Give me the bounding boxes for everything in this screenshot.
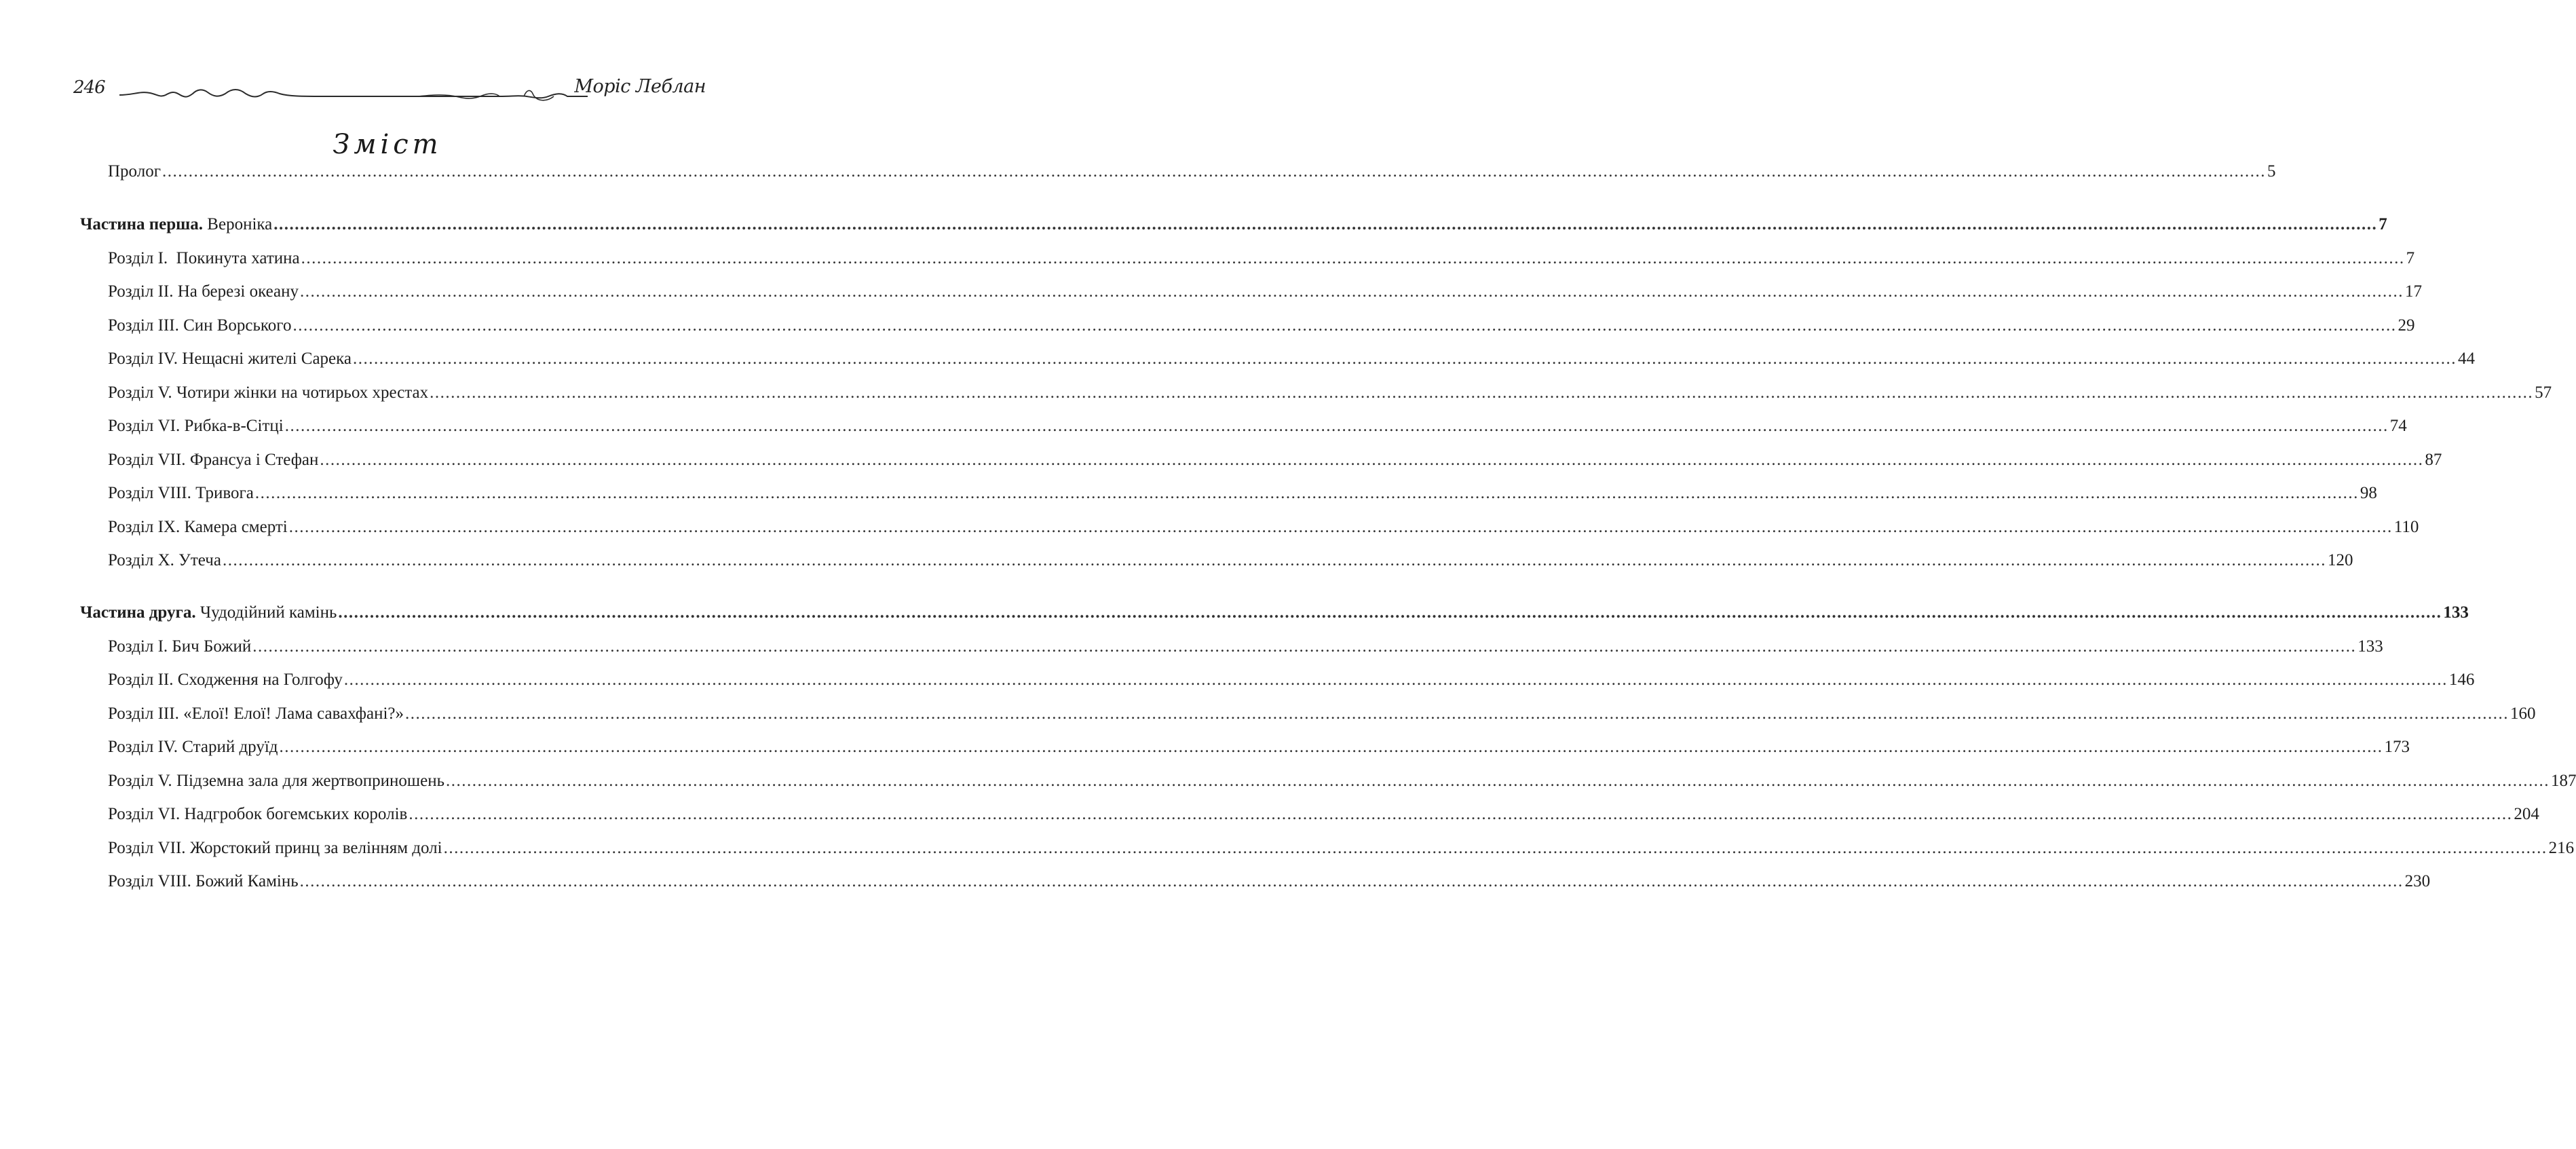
- entry-page-number: 7: [2379, 215, 2387, 233]
- part-label: Частина друга.: [80, 603, 196, 622]
- entry-title: [108, 483, 254, 504]
- dot-leader: ................................................................................................................................................................................................................................................................................................................................................................................................................: [288, 517, 2393, 536]
- dot-leader: ................................................................................................................................................................................................................................................................................................................................................................................................................: [409, 805, 2513, 823]
- dot-leader: ................................................................................................................................................................................................................................................................................................................................................................................................................: [443, 838, 2547, 857]
- chapter-label: Розділ V.: [108, 771, 172, 790]
- toc-chapter-entry[interactable]: [108, 349, 2476, 369]
- entry-title: [108, 316, 291, 336]
- entry-page-number: 5: [2267, 162, 2276, 181]
- toc-chapter-entry[interactable]: [108, 450, 2442, 470]
- dot-leader: ................................................................................................................................................................................................................................................................................................................................................................................................................: [343, 671, 2448, 689]
- dot-leader: ................................................................................................................................................................................................................................................................................................................................................................................................................: [300, 282, 2404, 301]
- entry-page-number: 133: [2443, 603, 2469, 622]
- entry-page-number: 160: [2510, 704, 2536, 723]
- chapter-label: Розділ III.: [108, 316, 179, 335]
- chapter-label: Розділ III.: [108, 704, 179, 723]
- part-label: Частина перша.: [80, 215, 204, 233]
- toc-chapter-entry[interactable]: [108, 383, 2552, 403]
- entry-title: [80, 603, 337, 623]
- dot-leader: ................................................................................................................................................................................................................................................................................................................................................................................................................: [320, 450, 2424, 469]
- chapter-title: Покинута хатина: [172, 248, 300, 267]
- chapter-title: Утеча: [178, 551, 221, 569]
- chapter-label: Розділ VII.: [108, 838, 186, 857]
- dot-leader: ................................................................................................................................................................................................................................................................................................................................................................................................................: [292, 316, 2397, 335]
- chapter-title: Надгробок богемських королів: [184, 805, 408, 823]
- entry-title: [108, 248, 300, 269]
- chapter-label: Розділ VII.: [108, 450, 186, 469]
- chapter-label: Розділ I.: [108, 637, 168, 656]
- toc-chapter-entry[interactable]: [108, 670, 2475, 690]
- dot-leader: ................................................................................................................................................................................................................................................................................................................................................................................................................: [273, 215, 2378, 233]
- dot-leader: ................................................................................................................................................................................................................................................................................................................................................................................................................: [254, 484, 2359, 502]
- part-title: Вероніка: [207, 215, 273, 233]
- entry-title: [108, 704, 404, 724]
- dot-leader: ................................................................................................................................................................................................................................................................................................................................................................................................................: [353, 350, 2457, 368]
- entry-title: [108, 838, 442, 859]
- entry-page-number: 173: [2384, 738, 2410, 756]
- chapter-label: Розділ VIII.: [108, 872, 191, 890]
- chapter-title: Нещасні жителі Сарека: [182, 350, 352, 368]
- entry-page-number: 204: [2514, 805, 2539, 823]
- entry-page-number: 74: [2389, 417, 2407, 435]
- chapter-label: Розділ II.: [108, 282, 174, 301]
- entry-title: [108, 450, 318, 470]
- chapter-title: Чотири жінки на чотирьох хрестах: [176, 383, 429, 402]
- chapter-title: Син Ворського: [183, 316, 292, 335]
- entry-page-number: 216: [2548, 838, 2575, 857]
- chapter-label: Розділ VI.: [108, 417, 181, 435]
- chapter-label: Розділ VIII.: [108, 484, 191, 502]
- toc-chapter-entry[interactable]: [108, 771, 2576, 791]
- entry-title: [108, 282, 299, 302]
- toc-chapter-entry[interactable]: [108, 637, 2383, 657]
- decorative-flourish-line: [119, 83, 588, 103]
- toc-chapter-entry[interactable]: [108, 704, 2536, 724]
- entry-title-text: Пролог: [108, 162, 161, 181]
- chapter-title: Підземна зала для жертвоприношень: [176, 771, 444, 790]
- entry-page-number: 187: [2550, 771, 2576, 790]
- entry-title: [108, 517, 288, 538]
- toc-chapter-entry[interactable]: [108, 737, 2410, 757]
- chapter-title: Старий друїд: [182, 738, 278, 756]
- entry-page-number: 57: [2535, 383, 2552, 402]
- entry-page-number: 87: [2425, 450, 2442, 469]
- entry-title: [108, 383, 428, 403]
- toc-chapter-entry[interactable]: [108, 838, 2575, 859]
- chapter-title: Сходження на Голгофу: [177, 671, 343, 689]
- entry-page-number: 110: [2393, 517, 2419, 536]
- entry-title: [108, 349, 352, 369]
- entry-page-number: 7: [2406, 248, 2415, 267]
- dot-leader: ................................................................................................................................................................................................................................................................................................................................................................................................................: [299, 872, 2404, 890]
- dot-leader: ................................................................................................................................................................................................................................................................................................................................................................................................................: [279, 738, 2383, 756]
- chapter-title: Камера смерті: [184, 517, 288, 536]
- running-head: [73, 76, 706, 110]
- entry-page-number: 133: [2357, 637, 2383, 656]
- dot-leader: ................................................................................................................................................................................................................................................................................................................................................................................................................: [405, 704, 2509, 723]
- toc-chapter-entry[interactable]: [108, 483, 2377, 504]
- entry-page-number: 230: [2404, 872, 2431, 890]
- toc-chapter-entry[interactable]: [108, 517, 2419, 538]
- chapter-title: Рибка-в-Сітці: [184, 417, 284, 435]
- dot-leader: ................................................................................................................................................................................................................................................................................................................................................................................................................: [252, 637, 2357, 656]
- chapter-label: Розділ II.: [108, 671, 174, 689]
- dot-leader: ................................................................................................................................................................................................................................................................................................................................................................................................................: [338, 603, 2442, 622]
- entry-title: [108, 670, 343, 690]
- chapter-title: На березі океану: [177, 282, 299, 301]
- toc-chapter-entry[interactable]: [108, 416, 2407, 436]
- dot-leader: ................................................................................................................................................................................................................................................................................................................................................................................................................: [430, 383, 2534, 402]
- entry-page-number: 29: [2398, 316, 2415, 335]
- chapter-title: Жорстокий принц за велінням долі: [189, 838, 442, 857]
- part-title: Чудодійний камінь: [200, 603, 337, 622]
- dot-leader: ................................................................................................................................................................................................................................................................................................................................................................................................................: [445, 771, 2550, 790]
- entry-title: [108, 871, 299, 892]
- author-name: Моріс Леблан: [574, 76, 706, 97]
- chapter-label: Розділ VI.: [108, 805, 181, 823]
- toc-chapter-entry[interactable]: [108, 804, 2539, 825]
- toc-chapter-entry[interactable]: [108, 550, 2353, 571]
- page-number: 246: [73, 77, 105, 98]
- entry-title: [108, 416, 284, 436]
- chapter-title: Бич Божий: [172, 637, 252, 656]
- dot-leader: ................................................................................................................................................................................................................................................................................................................................................................................................................: [162, 162, 2266, 181]
- toc-title: Зміст: [333, 129, 442, 160]
- chapter-label: Розділ IV.: [108, 738, 178, 756]
- chapter-label: Розділ X.: [108, 551, 174, 569]
- chapter-label: Розділ V.: [108, 383, 172, 402]
- dot-leader: ................................................................................................................................................................................................................................................................................................................................................................................................................: [222, 551, 2326, 569]
- toc-chapter-entry[interactable]: [108, 248, 2415, 269]
- toc-chapter-entry[interactable]: [108, 282, 2423, 302]
- dot-leader: ................................................................................................................................................................................................................................................................................................................................................................................................................: [301, 248, 2405, 267]
- toc-chapter-entry[interactable]: [108, 316, 2415, 336]
- chapter-label: Розділ IV.: [108, 350, 178, 368]
- chapter-title: Тривога: [195, 484, 254, 502]
- entry-page-number: 146: [2448, 671, 2475, 689]
- entry-title: [108, 162, 161, 182]
- entry-page-number: 17: [2405, 282, 2423, 301]
- entry-title: [108, 804, 407, 825]
- chapter-title: «Елої! Елої! Лама савахфані?»: [183, 704, 404, 723]
- chapter-label: Розділ I.: [108, 248, 168, 267]
- dot-leader: ................................................................................................................................................................................................................................................................................................................................................................................................................: [284, 417, 2389, 435]
- toc-chapter-entry[interactable]: [108, 871, 2431, 892]
- toc-chapter-entry[interactable]: [108, 162, 2276, 182]
- entry-title: [108, 550, 221, 571]
- entry-title: [108, 737, 278, 757]
- toc-part-entry[interactable]: [80, 603, 2469, 623]
- toc-part-entry[interactable]: [80, 214, 2387, 235]
- entry-page-number: 98: [2360, 484, 2377, 502]
- chapter-title: Божий Камінь: [195, 872, 299, 890]
- entry-title: [80, 214, 272, 235]
- entry-title: [108, 771, 444, 791]
- chapter-title: Франсуа і Стефан: [189, 450, 319, 469]
- entry-page-number: 120: [2327, 551, 2353, 569]
- entry-page-number: 44: [2458, 350, 2476, 368]
- chapter-label: Розділ IX.: [108, 517, 181, 536]
- entry-title: [108, 637, 251, 657]
